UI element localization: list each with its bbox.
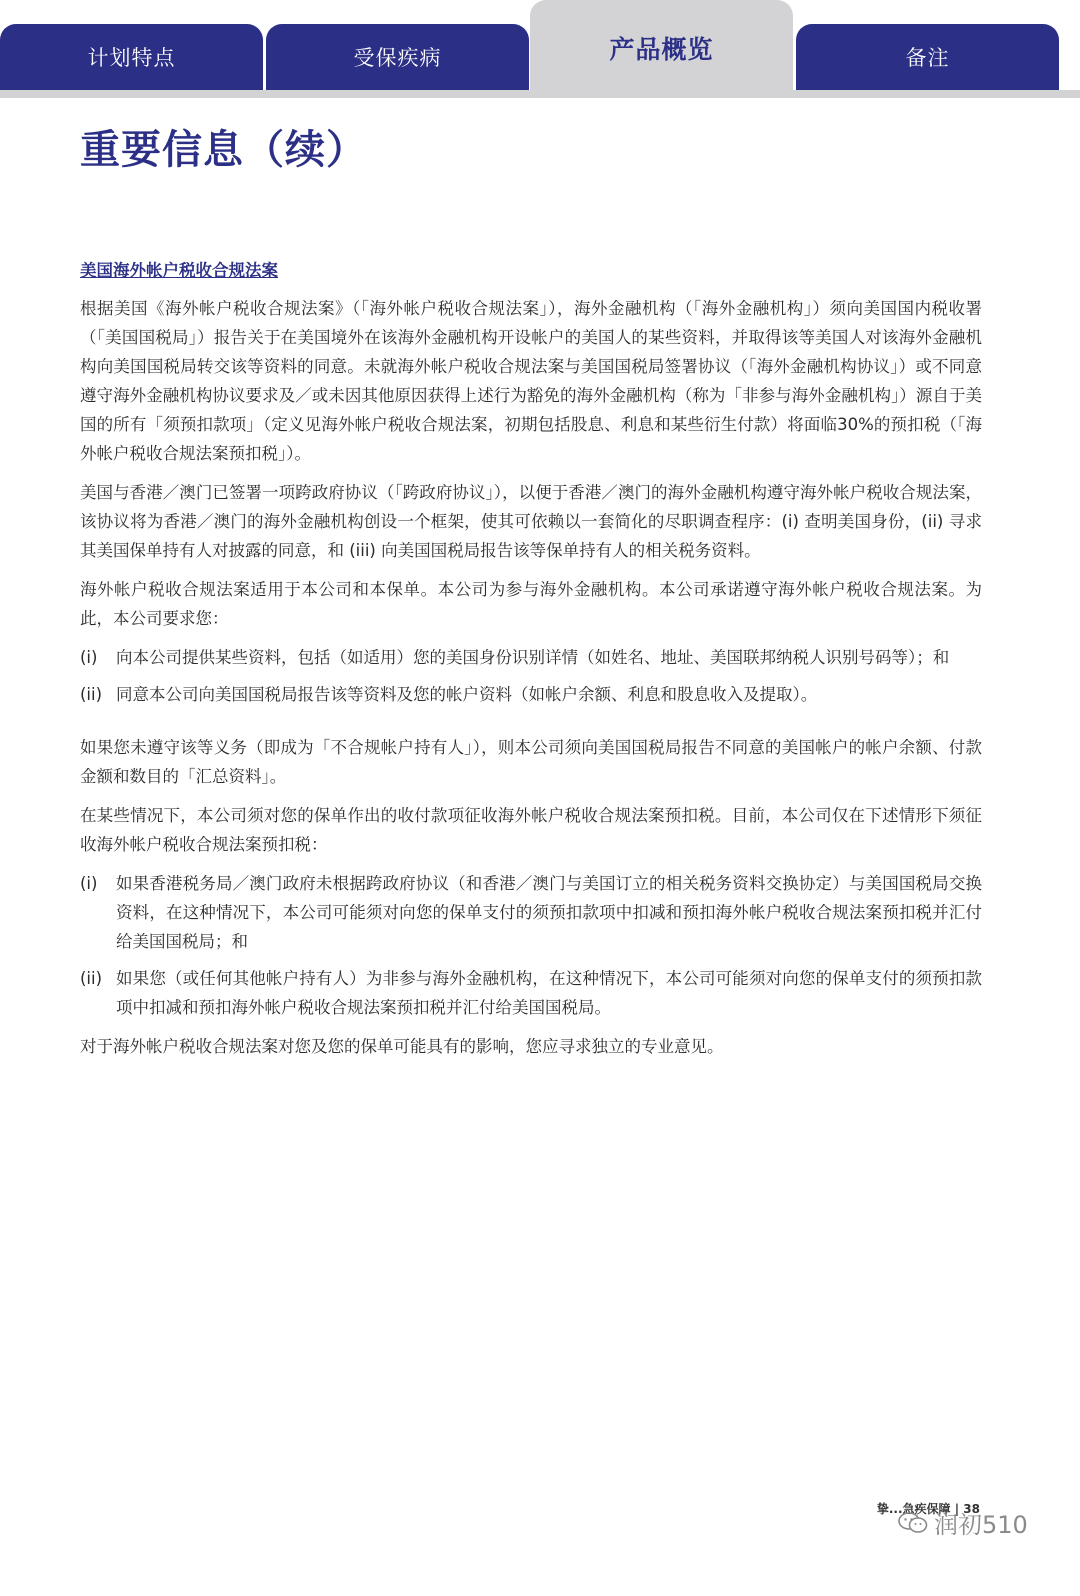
list-item-text: 如果香港税务局／澳门政府未根据跨政府协议（和香港／澳门与美国订立的相关税务资料交换协定）与美国国税局交换资料，在这种情况下，本公司可能须对向您的保单支付的须预扣款项中扣减和预扣海外帐户税收合规法案预扣税并汇付给美国国税局；和 — [116, 874, 982, 951]
requirements-list — [80, 643, 982, 709]
list-item — [80, 964, 982, 1022]
list-item — [80, 643, 982, 672]
page-footer: 挚...急疾保障 | 38 — [876, 1502, 980, 1516]
paragraph-1: 根据美国《海外帐户税收合规法案》（「海外帐户税收合规法案」），海外金融机构（「海外金融机构」）须向美国国内税收署（「美国国税局」）报告关于在美国境外在该海外金融机构开设帐户的美国人的某些资料，并取得该等美国人对该海外金融机构向美国国税局转交该等资料的同意。未就海外帐户税收合规法案与美国国税局签署协议（「海外金融机构协议」）或不同意遵守海外金融机构协议要求及／或未因其他原因获得上述行为豁免的海外金融机构（称为「非参与海外金融机构」）源自于美国的所有「须预扣款项」（定义见海外帐户税收合规法案，初期包括股息、利息和某些衍生付款）将面临30%的预扣税（「海外帐户税收合规法案预扣税」）。 — [80, 299, 982, 463]
wechat-icon — [898, 1512, 928, 1534]
tab-notes[interactable]: 备注 — [796, 24, 1059, 90]
main-content — [80, 256, 982, 1071]
list-marker: (i) — [80, 648, 98, 667]
list-item-text: 向本公司提供某些资料，包括（如适用）您的美国身份识别详情（如姓名、地址、美国联邦纳税人识别号码等）；和 — [116, 648, 950, 667]
list-item — [80, 680, 982, 709]
tab-covered-illnesses[interactable]: 受保疾病 — [266, 24, 529, 90]
paragraph-5: 在某些情况下，本公司须对您的保单作出的收付款项征收海外帐户税收合规法案预扣税。目前，本公司仅在下述情形下须征收海外帐户税收合规法案预扣税： — [80, 806, 982, 854]
tab-bar-underline — [0, 90, 1080, 98]
watermark — [898, 1505, 1028, 1540]
tab-bar — [0, 0, 1080, 100]
paragraph-2: 美国与香港／澳门已签署一项跨政府协议（「跨政府协议」），以便于香港／澳门的海外金融机构遵守海外帐户税收合规法案，该协议将为香港／澳门的海外金融机构创设一个框架，使其可依赖以一套简化的尽职调查程序：(i) 查明美国身份，(ii) 寻求其美国保单持有人对披露的同意，和 (iii) 向美国国税局报告该等保单持有人的相关税务资料。 — [80, 483, 982, 560]
watermark-text: 润初510 — [934, 1511, 1028, 1539]
section-title: 美国海外帐户税收合规法案 — [80, 261, 278, 280]
list-marker: (ii) — [80, 685, 103, 704]
closing-paragraph: 对于海外帐户税收合规法案对您及您的保单可能具有的影响，您应寻求独立的专业意见。 — [80, 1037, 724, 1056]
list-marker: (ii) — [80, 969, 103, 988]
withholding-cases-list — [80, 869, 982, 1022]
list-item-text: 如果您（或任何其他帐户持有人）为非参与海外金融机构，在这种情况下，本公司可能须对向您的保单支付的须预扣款项中扣减和预扣海外帐户税收合规法案预扣税并汇付给美国国税局。 — [116, 969, 982, 1017]
paragraph-4: 如果您未遵守该等义务（即成为「不合规帐户持有人」），则本公司须向美国国税局报告不同意的美国帐户的帐户余额、付款金额和数目的「汇总资料」。 — [80, 738, 982, 786]
list-item — [80, 869, 982, 956]
list-marker: (i) — [80, 874, 98, 893]
tab-product-overview[interactable]: 产品概览 — [530, 0, 793, 90]
paragraph-3: 海外帐户税收合规法案适用于本公司和本保单。本公司为参与海外金融机构。本公司承诺遵守海外帐户税收合规法案。为此，本公司要求您： — [80, 580, 982, 628]
list-item-text: 同意本公司向美国国税局报告该等资料及您的帐户资料（如帐户余额、利息和股息收入及提取）。 — [116, 685, 818, 704]
tab-plan-features[interactable]: 计划特点 — [0, 24, 263, 90]
page-title: 重要信息（续） — [80, 127, 367, 173]
